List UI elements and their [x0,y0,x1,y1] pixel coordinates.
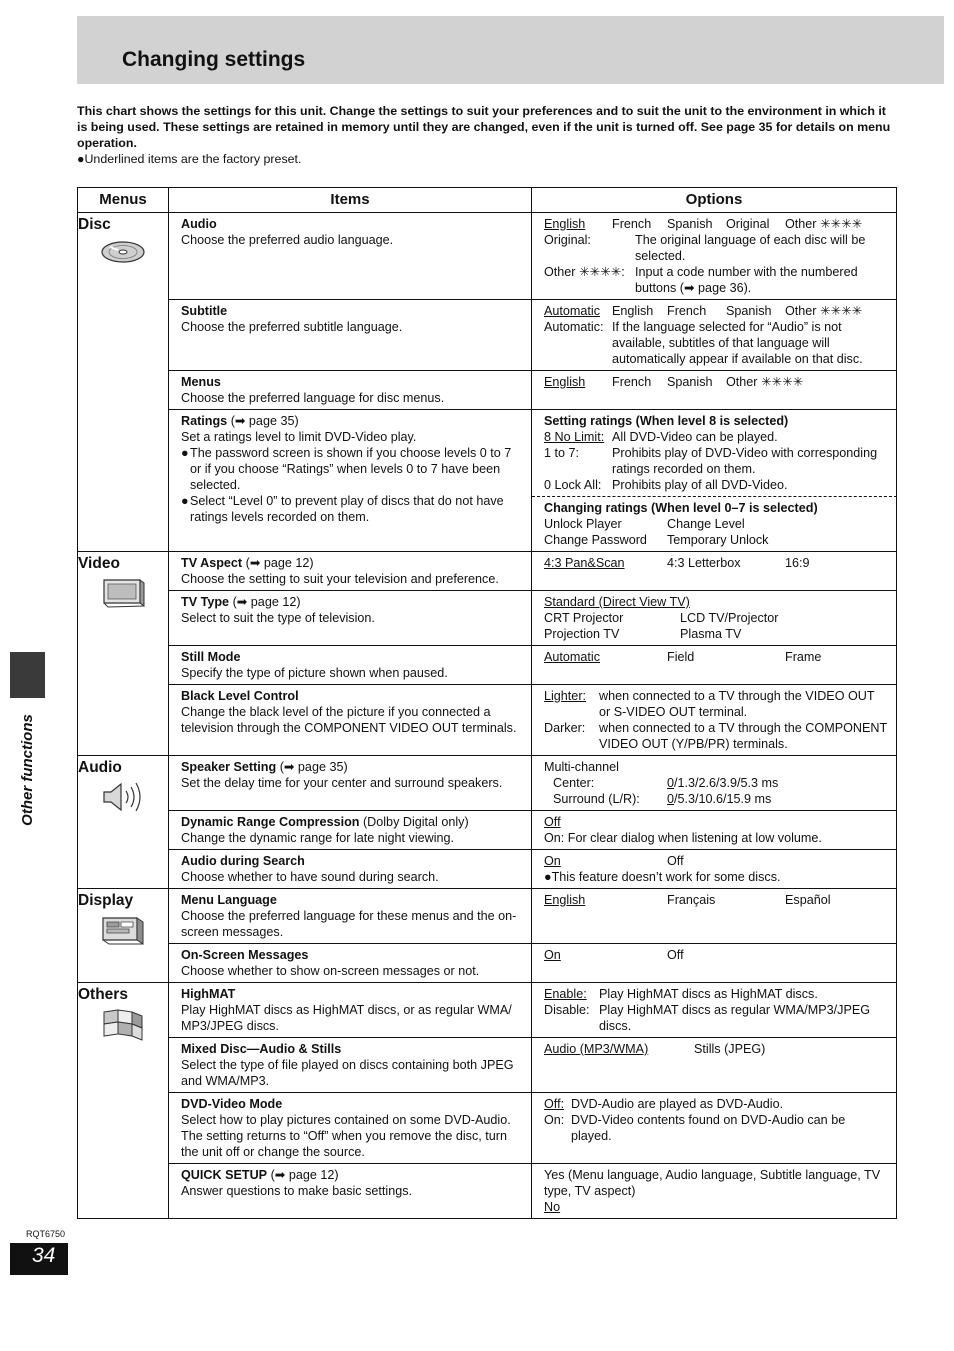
option-value: Frame [785,650,822,664]
television-icon [100,577,146,609]
table-row [78,685,897,756]
options-others-mixed-disc [532,1038,897,1093]
settings-table [77,187,897,1219]
item-name: Black Level Control [181,689,299,703]
option-value: LCD TV/Projector [680,611,779,625]
option-value: Français [667,893,716,907]
option-list [544,626,888,642]
item-desc: Select how to play pictures contained on some DVD-Audio. The setting returns to “Off” when you remove the disc, turn the unit off or change the source. [181,1113,511,1159]
option-value: 4:3 Letterbox [667,556,741,570]
page-ref: (➡ page 35) [279,760,348,774]
option-value: Other ✳✳✳✳ [726,375,804,389]
item-disc-menus [169,371,532,410]
menu-cell-display [78,889,169,983]
option-explanation [544,986,888,1002]
item-disc-audio [169,213,532,300]
item-display-onscreen-messages [169,944,532,983]
item-name: Dynamic Range Compression [181,815,360,829]
preset-note: ●Underlined items are the factory preset. [77,152,302,166]
side-tab-marker [10,652,45,698]
item-name: Ratings [181,414,228,428]
option-default: 4:3 Pan&Scan [544,556,625,570]
option-explanation [544,1112,888,1144]
menu-cell-others [78,983,169,1219]
options-audio-drc [532,811,897,850]
option-text: Prohibits play of DVD-Video with corresponding ratings recorded on them. [612,446,878,476]
option-value: Off [667,854,684,868]
item-name: Mixed Disc—Audio & Stills [181,1042,342,1056]
table-row [78,410,897,552]
item-desc: Choose the setting to suit your television and preference. [181,572,499,586]
options-others-highmat [532,983,897,1038]
title-banner [77,16,944,84]
item-others-dvd-video-mode [169,1093,532,1164]
option-default: English [544,893,586,907]
bullet-text: Select “Level 0” to prevent play of discs that do not have ratings levels recorded on them. [190,494,504,524]
item-name: Still Mode [181,650,241,664]
item-video-tv-aspect [169,552,532,591]
option-value: Stills (JPEG) [694,1042,766,1056]
header-menus: Menus [78,188,169,213]
option-label: Darker: [544,721,586,735]
table-row [78,850,897,889]
model-code: RQT6750 [26,1229,66,1239]
option-default: 0 [667,776,675,790]
option-list [544,1041,888,1057]
header-options: Options [532,188,897,213]
option-text: Play HighMAT discs as HighMAT discs. [599,987,818,1001]
item-desc: Set the delay time for your center and surround speakers. [181,776,503,790]
table-row [78,889,897,944]
item-desc: Choose the preferred subtitle language. [181,320,403,334]
option-default: On [544,948,561,962]
option-list [544,853,888,869]
table-row [78,552,897,591]
item-video-still-mode [169,646,532,685]
option-value: Change Password [544,533,647,547]
options-disc-audio [532,213,897,300]
option-label: Center: [553,776,595,790]
option-value: Spanish [667,217,713,231]
page-number-box [10,1243,68,1275]
item-bullet: ● Select “Level 0” to prevent play of discs that do not have ratings levels recorded on them. [181,493,521,525]
menu-title-disc: Disc [78,216,111,233]
item-desc: Choose whether to have sound during search. [181,870,439,884]
item-name: Audio [181,217,217,231]
item-disc-subtitle [169,300,532,371]
option-list [544,216,888,232]
option-value: Spanish [726,304,772,318]
table-row [78,591,897,646]
table-row [78,756,897,811]
options-others-quick-setup [532,1164,897,1219]
option-explanation [544,319,888,367]
table-row [78,300,897,371]
option-explanation [544,775,888,791]
item-name: Menu Language [181,893,277,907]
item-name: Subtitle [181,304,228,318]
item-audio-speaker-setting [169,756,532,811]
item-name: Speaker Setting [181,760,277,774]
option-explanation [544,1096,888,1112]
menu-cell-audio [78,756,169,889]
option-explanation [544,688,888,720]
options-video-black-level [532,685,897,756]
option-note: ●This feature doesn’t work for some discs. [544,870,781,884]
item-desc: Choose the preferred language for disc menus. [181,391,445,405]
options-display-menu-language [532,889,897,944]
option-default: 8 No Limit: [544,430,605,444]
option-text: On: For clear dialog when listening at low volume. [544,831,822,845]
option-value: French [667,304,707,318]
item-desc: Change the dynamic range for late night viewing. [181,831,455,845]
option-list [544,649,888,665]
item-name: DVD-Video Mode [181,1097,283,1111]
option-text: Play HighMAT discs as regular WMA/MP3/JPEG discs. [599,1003,871,1033]
intro-text: This chart shows the settings for this unit. Change the settings to suit your preferences and to suit the unit to the environment in which it is being used. These settings are retained in memory until they are changed, even if the unit is turned off. See page 35 for details on menu operation. [77,104,891,150]
item-name: QUICK SETUP [181,1168,268,1182]
option-default: Automatic [544,650,600,664]
option-default: Audio (MP3/WMA) [544,1042,649,1056]
option-list [544,555,888,571]
item-others-highmat [169,983,532,1038]
table-row [78,811,897,850]
option-value: Yes (Menu language, Audio language, Subtitle language, TV type, TV aspect) [544,1168,881,1198]
header-items: Items [169,188,532,213]
option-label: Other ✳✳✳✳: [544,265,625,279]
display-icon [99,914,147,946]
option-text: DVD-Video contents found on DVD-Audio can be played. [571,1113,846,1143]
option-label: Surround (L/R): [553,792,640,806]
option-value: Unlock Player [544,517,622,531]
option-label: Automatic: [544,320,604,334]
option-list [544,303,888,319]
menu-title-others: Others [78,986,128,1003]
option-default: Lighter: [544,689,587,703]
options-audio-search [532,850,897,889]
table-row [78,646,897,685]
option-default: 0 [667,792,675,806]
option-text: /1.3/2.6/3.9/5.3 ms [674,776,779,790]
option-label: On: [544,1113,565,1127]
table-row [78,213,897,300]
item-disc-ratings [169,410,532,552]
option-explanation [544,445,888,477]
option-value: Temporary Unlock [667,533,769,547]
menu-title-display: Display [78,892,134,909]
option-default: Off: [544,1097,565,1111]
option-explanation [544,477,888,493]
option-explanation [544,720,888,752]
item-name: Audio during Search [181,854,305,868]
options-disc-ratings [532,410,897,552]
option-explanation [544,429,888,445]
item-note: (Dolby Digital only) [362,815,469,829]
option-default: Enable: [544,987,587,1001]
options-disc-subtitle [532,300,897,371]
option-default: Off [544,815,561,829]
table-row [78,1038,897,1093]
option-label: 1 to 7: [544,446,580,460]
item-audio-drc [169,811,532,850]
item-audio-search [169,850,532,889]
table-row [78,1093,897,1164]
option-explanation [544,1002,888,1034]
option-value: CRT Projector [544,611,624,625]
item-desc: Select the type of file played on discs containing both JPEG and WMA/MP3. [181,1058,514,1088]
item-bullet: ● The password screen is shown if you choose levels 0 to 7 or if you choose “Ratings” when levels 0 to 7 have been selected. [181,445,521,493]
item-name: HighMAT [181,987,236,1001]
dashed-divider [532,496,897,497]
option-value: Field [667,650,695,664]
others-icon [100,1008,146,1042]
options-video-still-mode [532,646,897,685]
option-value: English [612,304,654,318]
item-name: On-Screen Messages [181,948,309,962]
menu-cell-disc [78,213,169,552]
bullet-text: The password screen is shown if you choose levels 0 to 7 or if you choose “Ratings” when levels 0 to 7 have been selected. [190,446,512,492]
option-default: No [544,1200,561,1214]
page-number: 34 [32,1244,56,1267]
option-value: Projection TV [544,627,620,641]
disc-icon [100,238,146,264]
option-text: DVD-Audio are played as DVD-Audio. [571,1097,784,1111]
item-desc: Specify the type of picture shown when paused. [181,666,448,680]
item-desc: Select to suit the type of television. [181,611,375,625]
options-others-dvd-video-mode [532,1093,897,1164]
option-default: English [544,217,586,231]
option-list [544,516,888,532]
ratings-changing-heading: Changing ratings (When level 0–7 is selected) [544,501,818,515]
option-value: 16:9 [785,556,810,570]
item-video-black-level [169,685,532,756]
option-default: English [544,375,586,389]
item-desc: Choose the preferred language for these menus and the on-screen messages. [181,909,517,939]
item-name: TV Aspect [181,556,243,570]
menu-title-video: Video [78,555,120,572]
options-video-tv-aspect [532,552,897,591]
item-desc: Play HighMAT discs as HighMAT discs, or as regular WMA/ MP3/JPEG discs. [181,1003,512,1033]
option-default: Standard (Direct View TV) [544,595,690,609]
item-name: TV Type [181,595,230,609]
item-display-menu-language [169,889,532,944]
options-disc-menus [532,371,897,410]
option-value: Plasma TV [680,627,742,641]
option-value: Español [785,893,831,907]
option-value: Off [667,948,684,962]
page-ref: (➡ page 12) [245,556,314,570]
option-text: Input a code number with the numbered buttons (➡ page 36). [635,265,858,295]
option-text: Prohibits play of all DVD-Video. [612,478,788,492]
options-display-onscreen-messages [532,944,897,983]
option-label: Multi-channel [544,760,619,774]
item-others-quick-setup [169,1164,532,1219]
option-list [544,374,888,390]
option-value: Original [726,217,770,231]
page-title: Changing settings [122,48,306,71]
page-ref: (➡ page 12) [232,595,301,609]
option-text: If the language selected for “Audio” is not available, subtitles of that language will automatically appear if available on that disc. [612,320,863,366]
ratings-setting-heading: Setting ratings (When level 8 is selected) [544,414,789,428]
option-default: Automatic [544,304,600,318]
option-list [544,892,888,908]
table-row [78,944,897,983]
page-ref: (➡ page 12) [270,1168,339,1182]
table-header-row [78,188,897,213]
option-text: when connected to a TV through the VIDEO OUT or S-VIDEO OUT terminal. [599,689,875,719]
option-label: 0 Lock All: [544,478,602,492]
option-text: when connected to a TV through the COMPONENT VIDEO OUT (Y/PB/PR) terminals. [599,721,887,751]
side-section-label [10,710,45,830]
table-row [78,371,897,410]
table-row [78,1164,897,1219]
item-desc: Answer questions to make basic settings. [181,1184,412,1198]
option-explanation [544,791,888,807]
item-name: Menus [181,375,221,389]
option-text: All DVD-Video can be played. [612,430,778,444]
side-label-text: Other functions [18,714,36,826]
option-list [544,610,888,626]
menu-cell-video [78,552,169,756]
options-video-tv-type [532,591,897,646]
option-value: Spanish [667,375,713,389]
option-list [544,532,888,548]
option-value: French [612,217,652,231]
page-ref: (➡ page 35) [230,414,299,428]
item-video-tv-type [169,591,532,646]
option-text: The original language of each disc will be selected. [635,233,866,263]
option-value: Change Level [667,517,745,531]
option-value: Other ✳✳✳✳ [785,217,863,231]
item-desc: Choose whether to show on-screen messages or not. [181,964,480,978]
option-value: French [612,375,652,389]
speaker-icon [100,781,146,813]
option-value: Other ✳✳✳✳ [785,304,863,318]
menu-title-audio: Audio [78,759,122,776]
option-label: Original: [544,233,591,247]
option-list [544,947,888,963]
item-desc: Set a ratings level to limit DVD-Video play. [181,430,417,444]
table-row [78,983,897,1038]
option-explanation [544,232,888,264]
item-desc: Change the black level of the picture if you connected a television through the COMPONENT VIDEO OUT terminals. [181,705,517,735]
item-desc: Choose the preferred audio language. [181,233,394,247]
option-default: On [544,854,561,868]
option-label: Disable: [544,1003,590,1017]
options-audio-speaker-setting [532,756,897,811]
option-explanation [544,264,888,296]
option-text: /5.3/10.6/15.9 ms [674,792,772,806]
item-others-mixed-disc [169,1038,532,1093]
